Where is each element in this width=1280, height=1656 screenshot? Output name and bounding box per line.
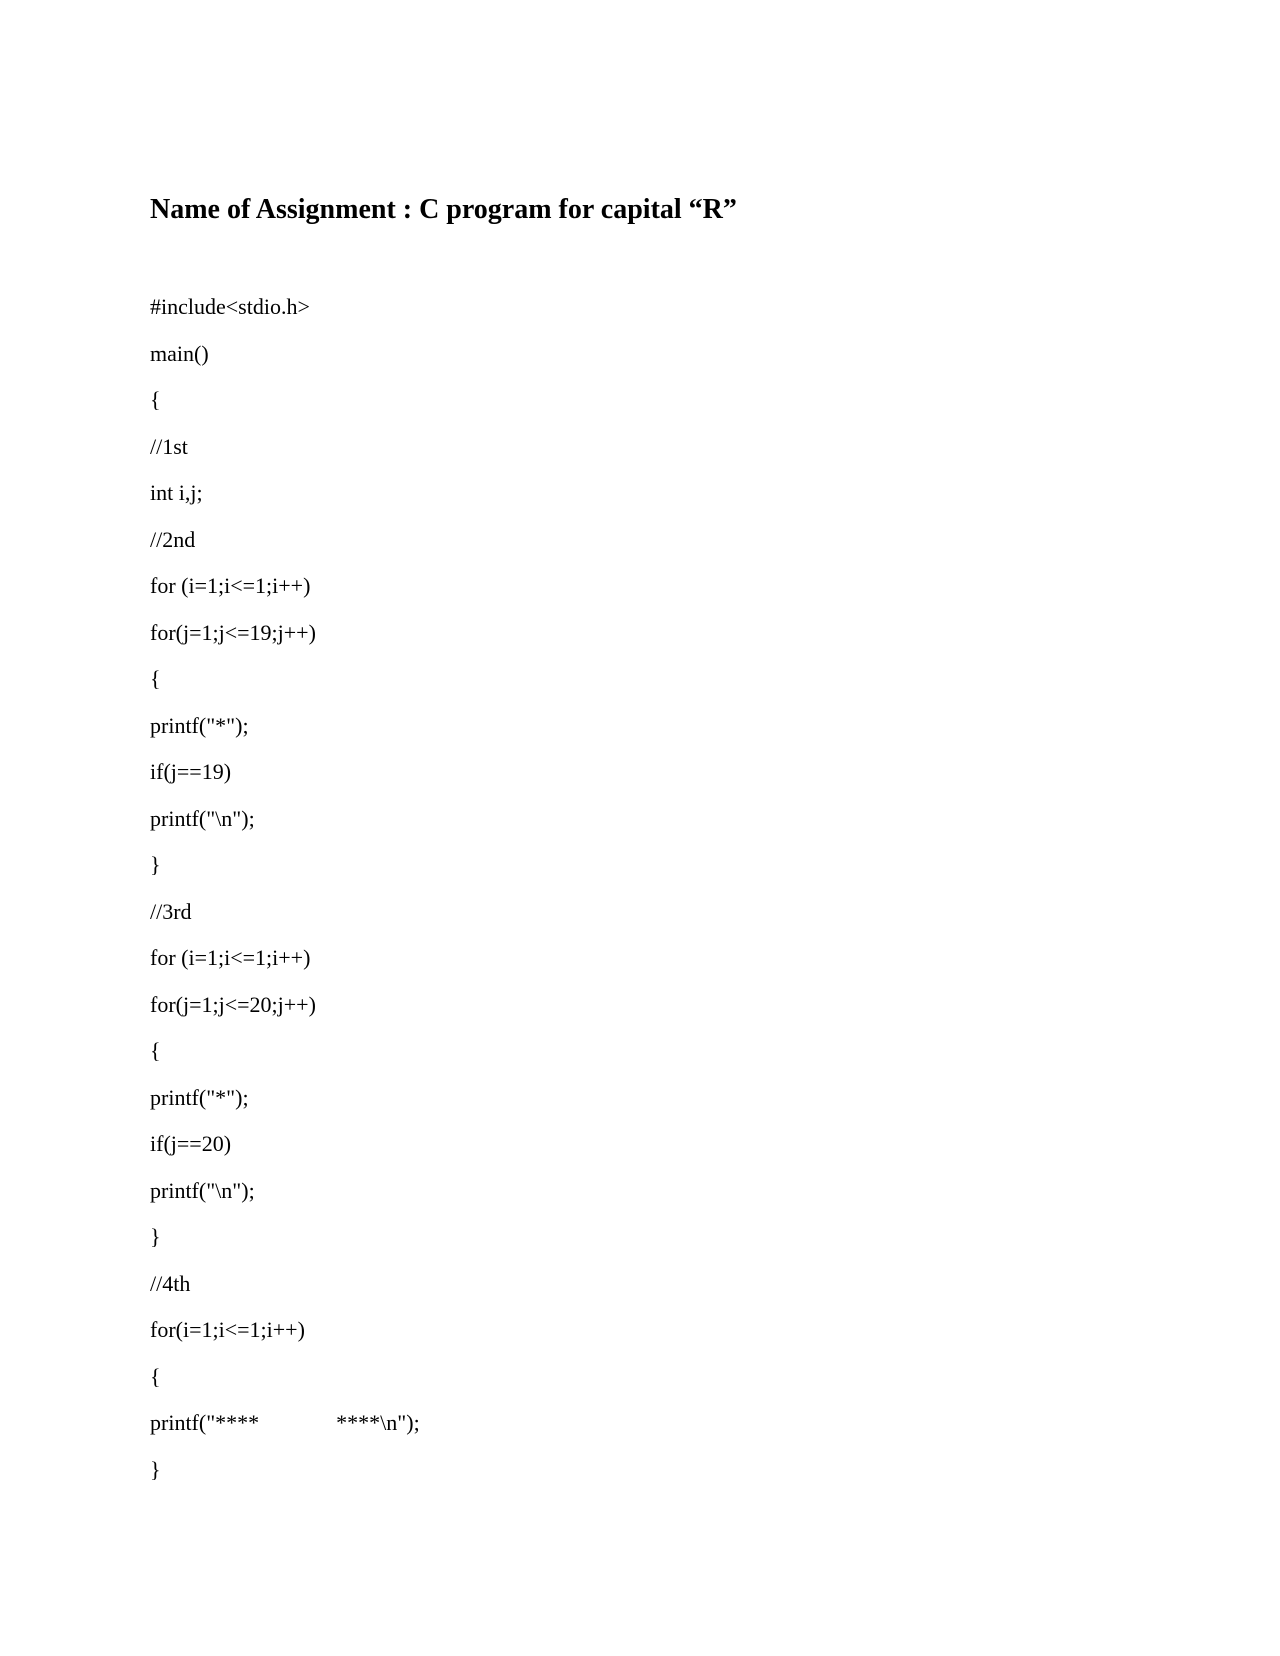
code-line: printf("**** ****\n"); bbox=[150, 1410, 420, 1435]
code-line: { bbox=[150, 666, 161, 691]
code-line: //4th bbox=[150, 1270, 191, 1296]
code-line: } bbox=[150, 1224, 161, 1249]
code-line: printf("\n"); bbox=[150, 1177, 255, 1203]
code-line: } bbox=[150, 852, 161, 877]
code-line: #include<stdio.h> bbox=[150, 294, 310, 319]
code-line: //3rd bbox=[150, 898, 192, 924]
code-line: for(i=1;i<=1;i++) bbox=[150, 1317, 305, 1342]
code-line: //2nd bbox=[150, 526, 196, 552]
code-line: printf("*"); bbox=[150, 1084, 249, 1110]
code-line: { bbox=[150, 1038, 161, 1063]
code-line: for (i=1;i<=1;i++) bbox=[150, 945, 311, 970]
code-line: for(j=1;j<=20;j++) bbox=[150, 991, 316, 1017]
code-line: int i,j; bbox=[150, 480, 203, 505]
code-line: } bbox=[150, 1456, 161, 1482]
code-line: printf("\n"); bbox=[150, 805, 255, 831]
code-listing bbox=[150, 292, 420, 1501]
code-line: //1st bbox=[150, 433, 188, 459]
code-line: printf("*"); bbox=[150, 712, 249, 738]
code-line: for(j=1;j<=19;j++) bbox=[150, 619, 316, 645]
code-line: if(j==19) bbox=[150, 759, 232, 784]
code-line: main() bbox=[150, 340, 209, 366]
code-line: { bbox=[150, 1363, 161, 1389]
code-line: for (i=1;i<=1;i++) bbox=[150, 573, 311, 598]
code-line: { bbox=[150, 387, 161, 412]
code-line: if(j==20) bbox=[150, 1131, 232, 1156]
assignment-title: Name of Assignment : C program for capital “R” bbox=[150, 194, 737, 225]
